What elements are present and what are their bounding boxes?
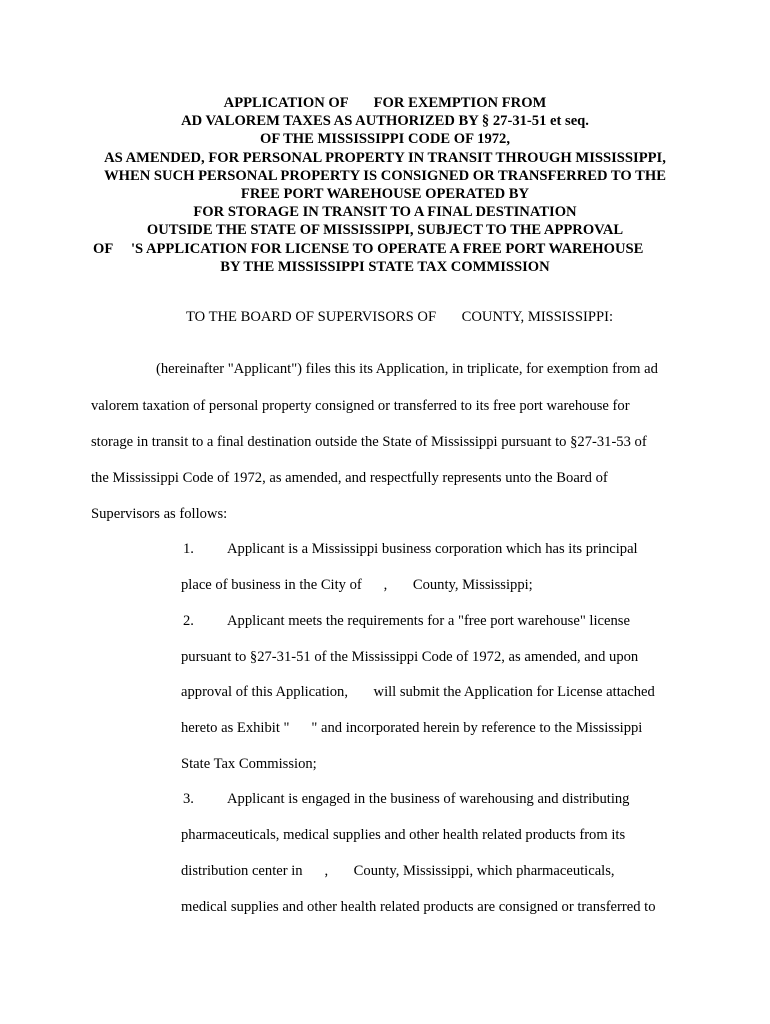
- heading-line: AD VALOREM TAXES AS AUTHORIZED BY § 27-31-51 et seq.: [181, 113, 589, 130]
- intro-line: valorem taxation of personal property consigned or transferred to its free port warehouse for: [91, 398, 630, 414]
- heading-line: AS AMENDED, FOR PERSONAL PROPERTY IN TRANSIT THROUGH MISSISSIPPI,: [104, 149, 666, 166]
- heading-line: WHEN SUCH PERSONAL PROPERTY IS CONSIGNED OR TRANSFERRED TO THE: [104, 167, 666, 184]
- heading-line: BY THE MISSISSIPPI STATE TAX COMMISSION: [220, 258, 550, 275]
- item-line: pharmaceuticals, medical supplies and other health related products from its: [181, 827, 626, 843]
- item-line: medical supplies and other health related products are consigned or transferred to: [181, 899, 656, 915]
- item-line: approval of this Application, will submit the Application for License attached: [181, 684, 655, 700]
- addressee-line: TO THE BOARD OF SUPERVISORS OF COUNTY, MISSISSIPPI:: [186, 309, 614, 325]
- heading-line: FREE PORT WAREHOUSE OPERATED BY: [240, 186, 530, 203]
- item-line: State Tax Commission;: [181, 756, 317, 772]
- item-line: distribution center in , County, Mississippi, which pharmaceuticals,: [181, 863, 615, 879]
- item-number: 1.: [183, 541, 194, 557]
- item-line: hereto as Exhibit " " and incorporated herein by reference to the Mississippi: [181, 720, 643, 736]
- document-heading: [0, 94, 770, 276]
- item-line: pursuant to §27-31-51 of the Mississippi Code of 1972, as amended, and upon: [181, 649, 639, 665]
- item-line: Applicant meets the requirements for a "free port warehouse" license: [227, 613, 630, 629]
- item-number: 2.: [183, 613, 194, 629]
- item-number: 3.: [183, 791, 194, 807]
- heading-line: OF THE MISSISSIPPI CODE OF 1972,: [259, 131, 511, 148]
- intro-line: storage in transit to a final destination outside the State of Mississippi pursuant to §27-31-53 of: [91, 434, 647, 450]
- heading-line: FOR STORAGE IN TRANSIT TO A FINAL DESTINATION: [193, 204, 577, 221]
- intro-line: the Mississippi Code of 1972, as amended, and respectfully represents unto the Board of: [91, 470, 608, 486]
- item-line: Applicant is a Mississippi business corporation which has its principal: [227, 541, 638, 557]
- intro-line: Supervisors as follows:: [91, 506, 228, 522]
- item-line: place of business in the City of , County, Mississippi;: [181, 577, 533, 593]
- heading-line: OUTSIDE THE STATE OF MISSISSIPPI, SUBJECT TO THE APPROVAL: [146, 222, 624, 239]
- heading-line: OF 'S APPLICATION FOR LICENSE TO OPERATE A FREE PORT WAREHOUSE: [93, 240, 644, 257]
- item-line: Applicant is engaged in the business of warehousing and distributing: [227, 791, 630, 807]
- intro-line: (hereinafter "Applicant") files this its Application, in triplicate, for exemption from ad: [156, 361, 658, 377]
- heading-line: APPLICATION OF FOR EXEMPTION FROM: [223, 95, 547, 111]
